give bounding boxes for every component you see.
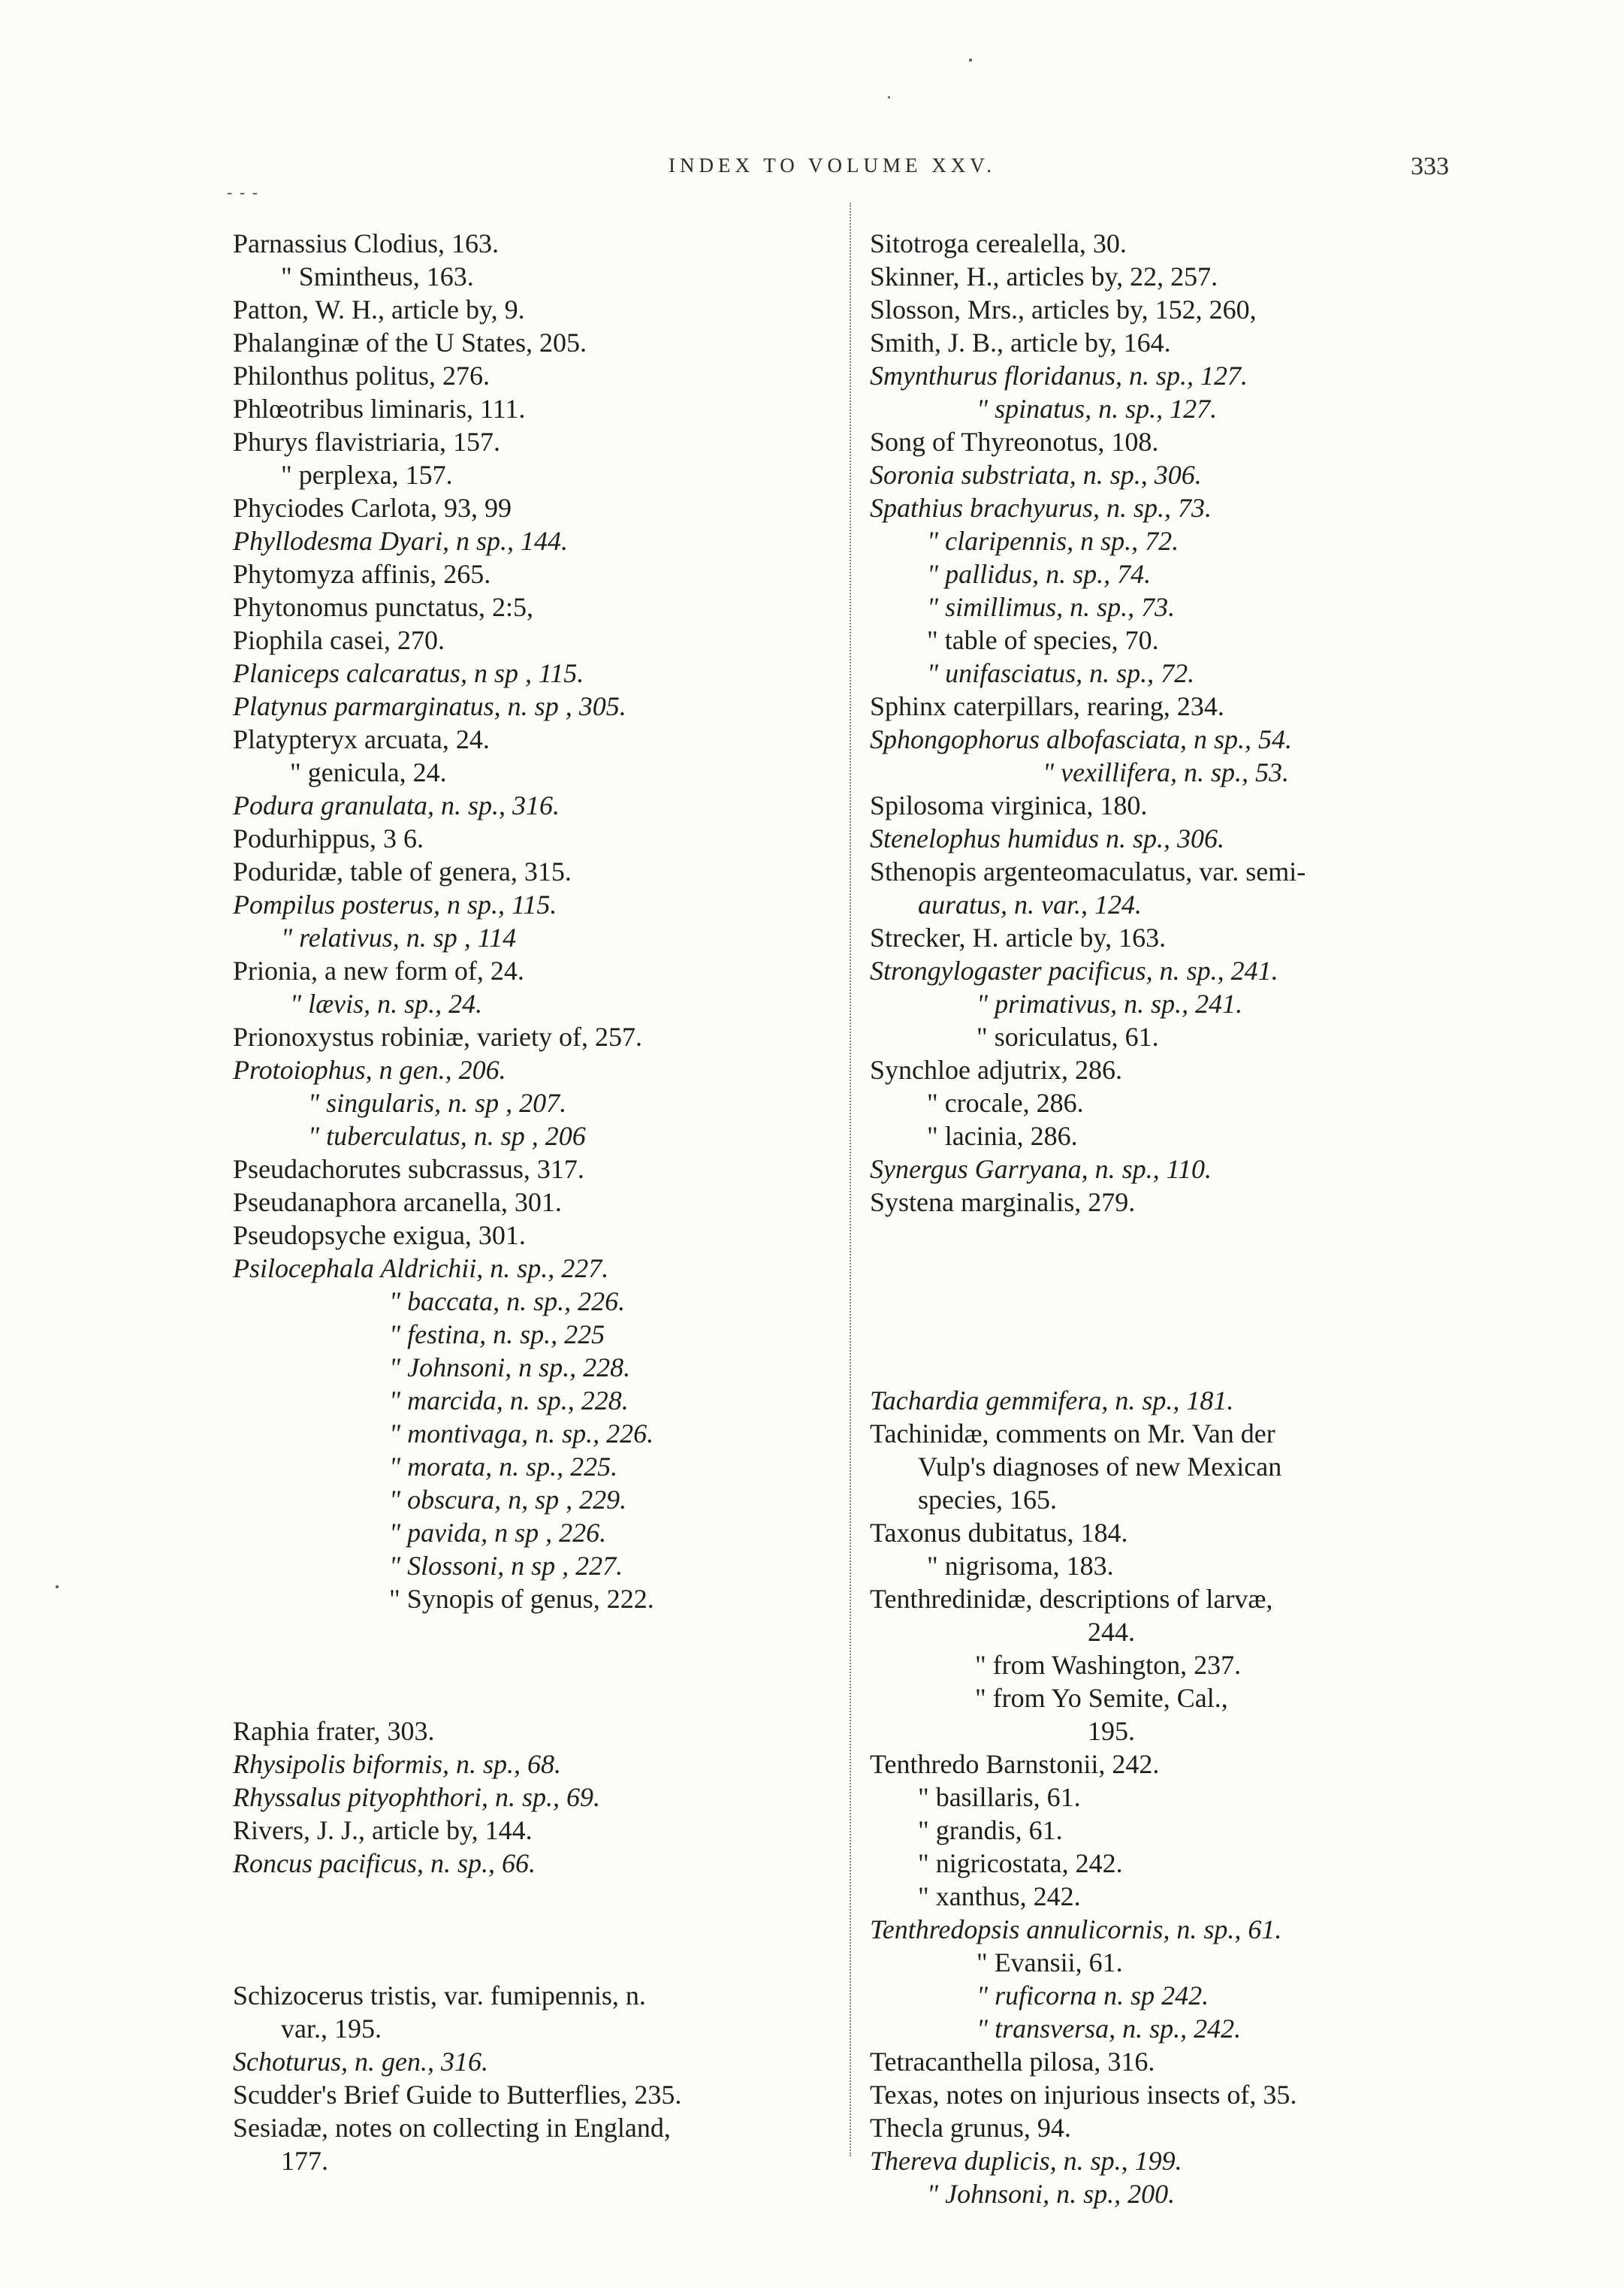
index-entry-text: Phyllodesma Dyari, n sp., 144. [233,526,568,556]
index-entry-text: " primativus, n. sp., 241. [977,989,1243,1019]
index-entry: Tetracanthella pilosa, 316. [870,2047,1155,2077]
index-entry: species, 165. [918,1485,1057,1515]
index-entry [233,1516,826,1549]
index-entry-text: " morata, n. sp., 225. [389,1452,618,1482]
index-entry-text: Sphongophorus albofasciata, n sp., 54. [870,724,1293,754]
index-entry: Phurys flavistriaria, 157. [233,427,500,457]
index-entry [233,1252,826,1285]
index-entry-text: Roncus pacificus, n. sp., 66. [233,1848,536,1878]
index-entry: Sphinx caterpillars, rearing, 234. [870,691,1224,721]
index-entry [870,1153,1481,1186]
index-entry: Phyciodes Carlota, 93, 99 [233,493,512,523]
index-entry [233,1285,826,1318]
index-entry [870,954,1481,987]
index-entry-text: Tachardia gemmifera, n. sp., 181. [870,1385,1234,1415]
index-entry: Prionia, a new form of, 24. [233,956,524,986]
index-entry-text: Podura granulata, n. sp., 316. [233,790,560,820]
index-entry [233,1351,826,1384]
index-entry [233,1483,826,1516]
index-entry: " genicula, 24. [290,757,447,787]
index-entry-text: Soronia substriata, n. sp., 306. [870,460,1202,490]
index-entry [233,1086,826,1119]
index-entry [233,1053,826,1086]
index-entry: Phalanginæ of the U States, 205. [233,328,587,358]
index-entry: Thecla grunus, 94. [870,2113,1071,2143]
index-entry [233,789,826,822]
index-entry: Smith, J. B., article by, 164. [870,328,1171,358]
index-entry: " basillaris, 61. [918,1782,1081,1812]
index-entry-text: " singularis, n. sp , 207. [308,1088,567,1118]
index-entry: Tachinidæ, comments on Mr. Van der [870,1418,1275,1449]
index-entry [233,1549,826,1582]
index-entry-text: " claripennis, n sp., 72. [927,526,1179,556]
index-entry [233,1119,826,1153]
index-entry-text: " tuberculatus, n. sp , 206 [308,1121,586,1151]
column-divider [850,203,851,2156]
page-header [0,153,1624,201]
index-entry-text: Stenelophus humidus n. sp., 306. [870,823,1224,853]
index-entry-text: " simillimus, n. sp., 73. [927,592,1176,622]
index-entry-text: " festina, n. sp., 225 [389,1319,605,1349]
index-entry: " Evansii, 61. [977,1947,1123,1977]
index-entry [233,1748,826,1781]
index-entry-text: " pallidus, n. sp., 74. [927,559,1152,589]
index-entry: Phytonomus punctatus, 2:5, [233,592,534,622]
index-entry-text: " lævis, n. sp., 24. [290,989,483,1019]
index-entry-text: Thereva duplicis, n. sp., 199. [870,2146,1182,2176]
index-entry: 244. [1088,1617,1135,1647]
index-entry: Scudder's Brief Guide to Butterflies, 235. [233,2080,682,2110]
index-entry: Parnassius Clodius, 163. [233,228,500,258]
index-entry [233,987,826,1020]
index-entry-text: Spathius brachyurus, n. sp., 73. [870,493,1212,523]
page-number: 333 [1411,153,1449,180]
index-entry: Song of Thyreonotus, 108. [870,427,1159,457]
index-entry-text: Synergus Garryana, n. sp., 110. [870,1154,1212,1184]
index-entry: Phytomyza affinis, 265. [233,559,491,589]
index-entry [233,657,826,690]
index-entry [233,888,826,921]
index-entry-text: Psilocephala Aldrichii, n. sp., 227. [233,1253,609,1283]
index-entry: " Synopis of genus, 222. [389,1584,654,1614]
index-entry [870,392,1481,425]
index-entry [870,359,1481,392]
index-entry-text: Planiceps calcaratus, n sp , 115. [233,658,584,688]
index-entry: Patton, W. H., article by, 9. [233,295,525,325]
index-entry-text: Schoturus, n. gen., 316. [233,2047,488,2077]
paper-speck-left [56,1585,59,1588]
index-entry: Tenthredo Barnstonii, 242. [870,1749,1160,1779]
index-entry: Systena marginalis, 279. [870,1187,1136,1217]
index-entry [870,1979,1481,2012]
index-entry-text: Tenthredopsis annulicornis, n. sp., 61. [870,1914,1282,1944]
index-entry: " soriculatus, 61. [977,1022,1159,1052]
index-entry [233,1781,826,1814]
right-index-column [870,227,1481,2210]
index-entry [233,524,826,557]
index-entry [233,2045,826,2078]
index-entry-text: " ruficorna n. sp 242. [977,1980,1209,2011]
index-entry-text: " marcida, n. sp., 228. [389,1385,629,1415]
index-entry-text: Smynthurus floridanus, n. sp., 127. [870,361,1248,391]
index-entry-text: " obscura, n, sp , 229. [389,1485,627,1515]
index-entry: Pseudanaphora arcanella, 301. [233,1187,562,1217]
index-entry: Strecker, H. article by, 163. [870,923,1167,953]
index-entry-text: auratus, n. var., 124. [918,890,1143,920]
section-gap [233,1880,826,1979]
index-entry [870,524,1481,557]
index-entry: Pseudachorutes subcrassus, 317. [233,1154,584,1184]
index-entry: Sesiadæ, notes on collecting in England, [233,2113,671,2143]
index-entry [870,1913,1481,1946]
index-entry: " table of species, 70. [927,625,1159,655]
index-entry [870,591,1481,624]
index-entry [870,888,1481,921]
running-title: INDEX TO VOLUME XXV. [669,154,997,177]
index-entry [870,2144,1481,2177]
index-entry: Texas, notes on injurious insects of, 35. [870,2080,1297,2110]
index-entry: " nigricostata, 242. [918,1848,1123,1878]
index-entry-text: Platynus parmarginatus, n. sp , 305. [233,691,626,721]
index-entry-text: " pavida, n sp , 226. [389,1518,607,1548]
index-entry: Piophila casei, 270. [233,625,445,655]
index-entry: " lacinia, 286. [927,1121,1078,1151]
index-entry: Schizocerus tristis, var. fumipennis, n. [233,1980,646,2011]
index-entry: " Smintheus, 163. [281,261,474,292]
index-entry: 195. [1088,1716,1135,1746]
index-entry: Sthenopis argenteomaculatus, var. semi- [870,856,1306,887]
index-entry: Skinner, H., articles by, 22, 257. [870,261,1218,292]
index-entry: " grandis, 61. [918,1815,1063,1845]
index-entry: Poduridæ, table of genera, 315. [233,856,572,887]
index-entry-text: " vexillifera, n. sp., 53. [1043,757,1290,787]
index-entry [233,1417,826,1450]
index-entry [233,921,826,954]
index-entry-text: " relativus, n. sp , 114 [281,923,517,953]
paper-speck-top-2 [888,96,890,98]
index-entry: Phlœotribus liminaris, 111. [233,394,526,424]
index-entry-text: Rhysipolis biformis, n. sp., 68. [233,1749,562,1779]
index-entry [870,458,1481,491]
index-entry-text: Protoiophus, n gen., 206. [233,1055,506,1085]
index-entry: Tenthredinidæ, descriptions of larvæ, [870,1584,1273,1614]
index-entry [233,1318,826,1351]
index-entry-text: " transversa, n. sp., 242. [977,2014,1242,2044]
index-entry [870,1384,1481,1417]
index-entry [233,1450,826,1483]
section-gap [870,1318,1481,1384]
index-entry [233,1847,826,1880]
index-entry [870,756,1481,789]
index-entry: Vulp's diagnoses of new Mexican [918,1452,1282,1482]
index-entry [870,2177,1481,2210]
index-entry-text: " montivaga, n. sp., 226. [389,1418,654,1449]
index-entry-text: " Slossoni, n sp , 227. [389,1551,623,1581]
index-entry: var., 195. [281,2014,382,2044]
index-entry [233,690,826,723]
index-entry [870,657,1481,690]
left-index-column [233,227,826,2177]
index-entry: " crocale, 286. [927,1088,1084,1118]
index-entry-text: " baccata, n. sp., 226. [389,1286,626,1316]
index-entry: Philonthus politus, 276. [233,361,491,391]
index-entry: 177. [281,2146,328,2176]
index-entry: Spilosoma virginica, 180. [870,790,1148,820]
index-entry: Synchloe adjutrix, 286. [870,1055,1122,1085]
index-entry [233,1384,826,1417]
index-entry: " from Yo Semite, Cal., [975,1683,1228,1713]
index-entry-text: " Johnsoni, n sp., 228. [389,1352,631,1382]
index-entry: Slosson, Mrs., articles by, 152, 260, [870,295,1257,325]
index-entry-text: " unifasciatus, n. sp., 72. [927,658,1195,688]
index-entry [870,491,1481,524]
index-entry: Taxonus dubitatus, 184. [870,1518,1128,1548]
index-entry [870,2012,1481,2045]
paper-speck-top [969,59,972,62]
index-entry: Podurhippus, 3 6. [233,823,424,853]
section-gap [870,1219,1481,1318]
index-entry: Raphia frater, 303. [233,1716,435,1746]
index-entry-text: Rhyssalus pityophthori, n. sp., 69. [233,1782,601,1812]
index-entry: " from Washington, 237. [975,1650,1242,1680]
index-entry: " perplexa, 157. [281,460,453,490]
index-entry-text: " Johnsoni, n. sp., 200. [927,2179,1176,2209]
section-gap [233,1615,826,1714]
index-entry [870,557,1481,591]
index-entry: Pseudopsyche exigua, 301. [233,1220,526,1250]
index-entry-text: " spinatus, n. sp., 127. [977,394,1218,424]
index-entry: Prionoxystus robiniæ, variety of, 257. [233,1022,642,1052]
index-entry-text: Pompilus posterus, n sp., 115. [233,890,557,920]
index-entry: " nigrisoma, 183. [927,1551,1114,1581]
dash-mark: - - - [227,183,259,201]
index-entry [870,987,1481,1020]
index-entry [870,723,1481,756]
index-entry: " xanthus, 242. [918,1881,1081,1911]
index-entry [870,822,1481,855]
index-entry: Sitotroga cerealella, 30. [870,228,1127,258]
index-entry: Rivers, J. J., article by, 144. [233,1815,533,1845]
index-entry-text: Strongylogaster pacificus, n. sp., 241. [870,956,1278,986]
index-entry: Platypteryx arcuata, 24. [233,724,490,754]
